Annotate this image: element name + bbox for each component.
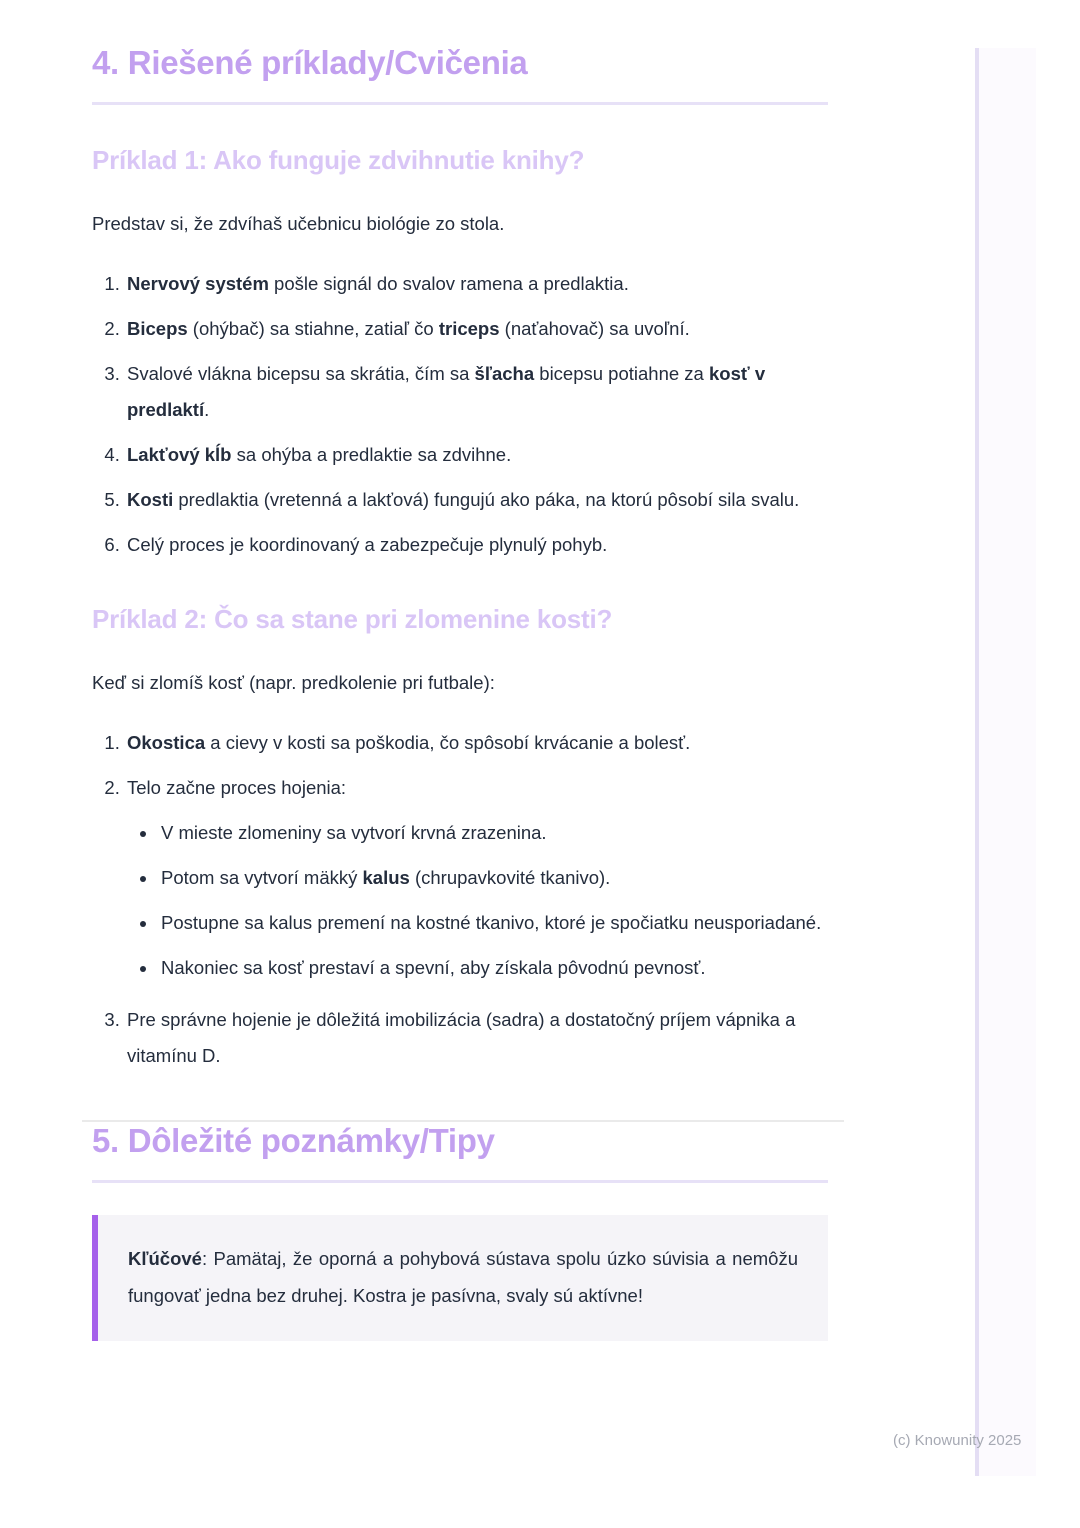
text-run: (chrupavkovité tkanivo). <box>409 866 611 888</box>
text-run: pošle signál do svalov ramena a predlaktia. <box>268 273 629 295</box>
section-4-title: 4. Riešené príklady/Cvičenia <box>92 44 828 105</box>
bullet-item <box>158 860 828 896</box>
text-run: Svalové vlákna bicepsu sa skrátia, čím sa <box>127 363 475 385</box>
text-run: Celý proces je koordinovaný a zabezpečuje plynulý pohyb. <box>127 534 608 556</box>
text-run: V mieste zlomeniny sa vytvorí krvná zrazenina. <box>161 821 547 843</box>
bold-text-run: šľacha <box>474 363 535 385</box>
text-run: sa ohýba a predlaktie sa zdvihne. <box>231 444 512 466</box>
example-1-title: Príklad 1: Ako funguje zdvihnutie knihy? <box>92 145 585 175</box>
text-run: Pre správne hojenie je dôležitá imobilizácia (sadra) a dostatočný príjem vápnika a vitamínu D. <box>127 1008 796 1066</box>
page-edge-stripe <box>975 48 1036 1476</box>
bold-text-run: Okostica <box>127 731 206 753</box>
bold-text-run: Kľúčové <box>128 1248 202 1270</box>
numbered-step-item <box>125 356 828 428</box>
text-run: Potom sa vytvorí mäkký <box>161 866 363 888</box>
text-run: : Pamätaj, že oporná a pohybová sústava spolu úzko súvisia a nemôžu fungovať jedna bez druhej. Kostra je pasívna, svaly sú aktívne! <box>128 1248 798 1307</box>
numbered-step-item <box>125 770 828 986</box>
text-run: Telo začne proces hojenia: <box>127 776 347 798</box>
bullet-item <box>158 815 828 851</box>
example-2-step-list <box>92 725 828 1075</box>
bold-text-run: kalus <box>362 866 410 888</box>
example-1-intro: Predstav si, že zdvíhaš učebnicu biológie zo stola. <box>92 213 505 234</box>
text-run: (naťahovač) sa uvoľní. <box>499 318 690 340</box>
example-2-title: Príklad 2: Čo sa stane pri zlomenine kosti? <box>92 603 613 634</box>
text-run: (ohýbač) sa stiahne, zatiaľ čo <box>187 318 439 340</box>
key-takeaway-callout <box>92 1215 828 1341</box>
bullet-item <box>158 950 828 986</box>
bold-text-run: kosť v predlaktí <box>127 363 766 421</box>
bold-text-run: Kosti <box>127 489 174 511</box>
text-run: Nakoniec sa kosť prestaví a spevní, aby získala pôvodnú pevnosť. <box>161 956 706 978</box>
example-2-intro: Keď si zlomíš kosť (napr. predkolenie pri futbale): <box>92 671 495 693</box>
text-run: a cievy v kosti sa poškodia, čo spôsobí krvácanie a bolesť. <box>205 731 691 753</box>
numbered-step-item <box>125 266 828 302</box>
bold-text-run: Nervový systém <box>127 273 269 295</box>
example-1-step-list <box>92 266 828 563</box>
bullet-item <box>158 905 828 941</box>
bullet-sub-list <box>127 815 828 986</box>
copyright-notice: (c) Knowunity 2025 <box>893 1432 1022 1449</box>
numbered-step-item <box>125 482 828 518</box>
bold-text-run: Biceps <box>127 318 188 340</box>
text-run: Postupne sa kalus premení na kostné tkanivo, ktoré je spočiatku neusporiadané. <box>161 911 822 933</box>
numbered-step-item <box>125 1002 828 1074</box>
numbered-step-item <box>125 311 828 347</box>
text-run: bicepsu potiahne za <box>534 363 709 385</box>
text-run: . <box>204 399 210 421</box>
document-content <box>92 44 828 1341</box>
bold-text-run: Lakťový kĺb <box>127 444 232 466</box>
text-run: predlaktia (vretenná a lakťová) fungujú ako páka, na ktorú pôsobí sila svalu. <box>173 489 800 511</box>
numbered-step-item <box>125 527 828 563</box>
bold-text-run: triceps <box>438 318 500 340</box>
section-5-title: 5. Dôležité poznámky/Tipy <box>92 1122 828 1183</box>
numbered-step-item <box>125 725 828 761</box>
numbered-step-item <box>125 437 828 473</box>
